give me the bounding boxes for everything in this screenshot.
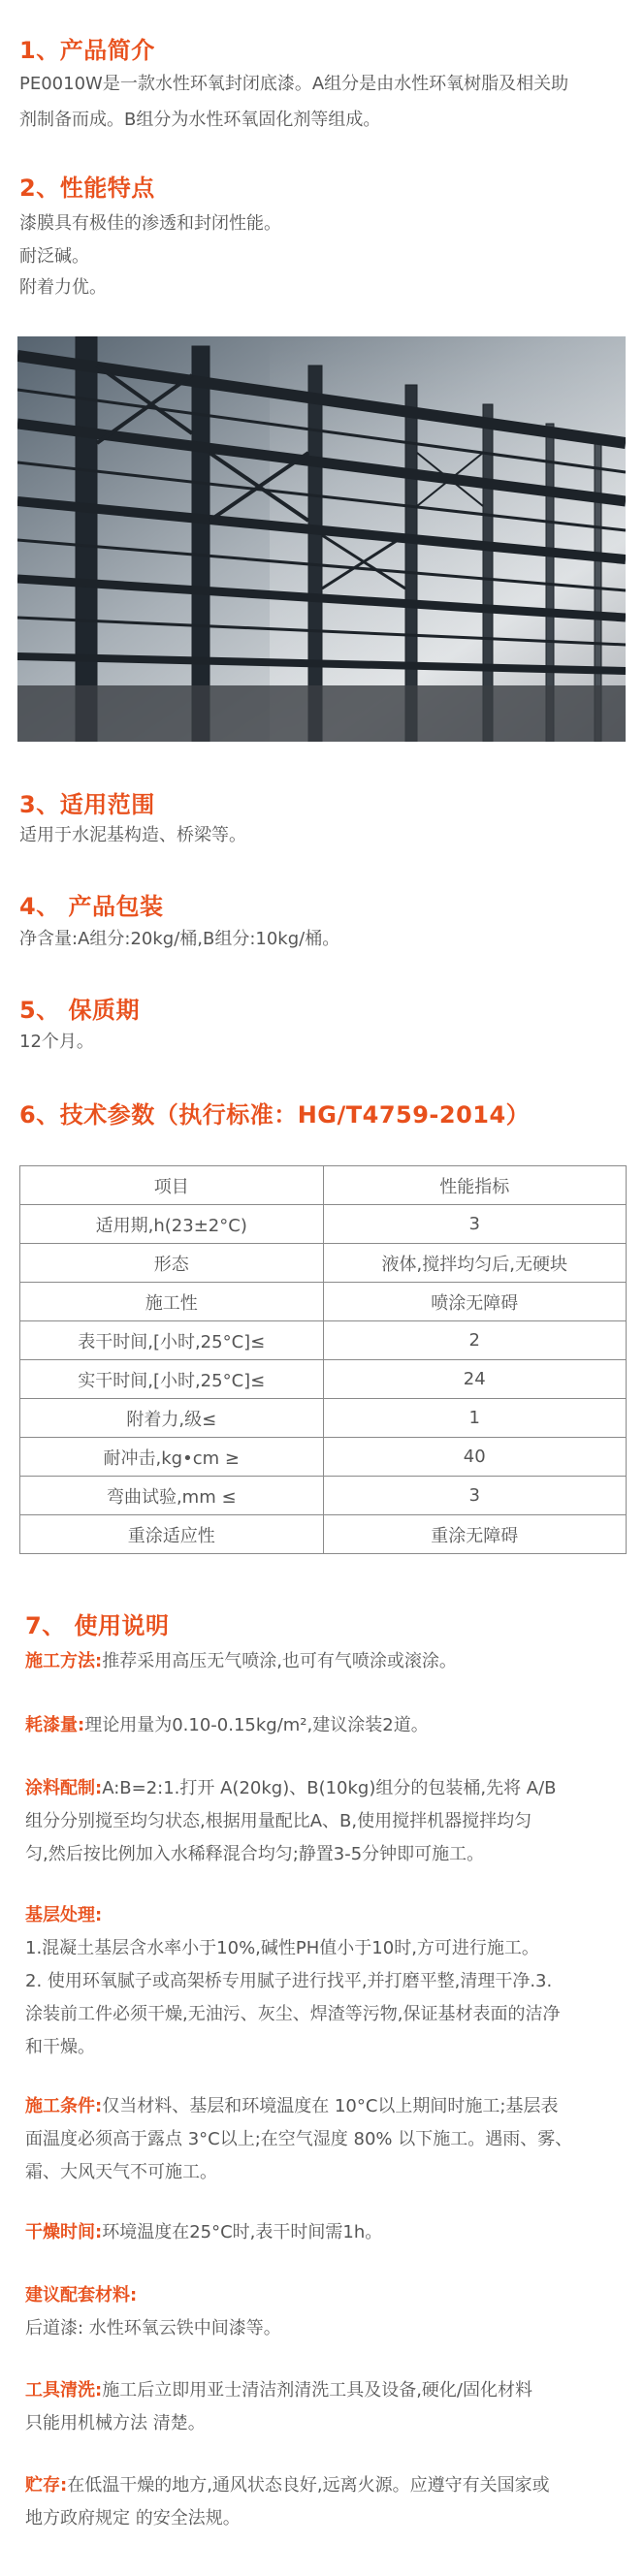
steel-structure-photo bbox=[17, 336, 626, 742]
usage-mixing bbox=[25, 1772, 623, 1871]
table-cell-value: 喷涂无障碍 bbox=[323, 1283, 627, 1321]
feature-line-2: 耐泛碱。 bbox=[19, 246, 89, 267]
table-cell-item: 重涂适应性 bbox=[20, 1515, 324, 1554]
table-row bbox=[20, 1283, 627, 1321]
table-cell-item: 耐冲击,kg•cm ≥ bbox=[20, 1438, 324, 1477]
table-row bbox=[20, 1244, 627, 1283]
table-cell-value: 3 bbox=[323, 1205, 627, 1244]
shelf-life-heading: 5、 保质期 bbox=[19, 997, 141, 1024]
usage-method bbox=[25, 1645, 623, 1678]
usage-system-label: 建议配套材料: bbox=[25, 2285, 138, 2306]
table-cell-value: 1 bbox=[323, 1399, 627, 1438]
usage-drying-text: 环境温度在25°C时,表干时间需1h。 bbox=[102, 2222, 383, 2242]
table-row bbox=[20, 1477, 627, 1515]
table-cell-value: 液体,搅拌均匀后,无硬块 bbox=[323, 1244, 627, 1283]
usage-conditions-line-2: 面温度必须高于露点 3°C以上;在空气湿度 80% 以下施工。遇雨、雾、 bbox=[25, 2129, 573, 2149]
steel-frame-illustration bbox=[17, 336, 626, 742]
usage-system bbox=[25, 2279, 623, 2345]
table-cell-value: 重涂无障碍 bbox=[323, 1515, 627, 1554]
features-heading: 2、性能特点 bbox=[19, 175, 155, 202]
usage-drying bbox=[25, 2216, 623, 2249]
usage-substrate-line-1: 1.混凝土基层含水率小于10%,碱性PH值小于10时,方可进行施工。 bbox=[25, 1938, 539, 1958]
table-row bbox=[20, 1360, 627, 1399]
intro-line-1: PE0010W是一款水性环氧封闭底漆。A组分是由水性环氧树脂及相关助 bbox=[19, 74, 569, 94]
table-row bbox=[20, 1515, 627, 1554]
table-row bbox=[20, 1399, 627, 1438]
intro-heading: 1、产品简介 bbox=[19, 37, 155, 64]
table-cell-item: 弯曲试验,mm ≤ bbox=[20, 1477, 324, 1515]
table-cell-item: 施工性 bbox=[20, 1283, 324, 1321]
packaging-text: 净含量:A组分:20kg/桶,B组分:10kg/桶。 bbox=[19, 929, 340, 949]
table-header-row bbox=[20, 1166, 627, 1205]
usage-cleaning bbox=[25, 2374, 623, 2440]
shelf-life-text: 12个月。 bbox=[19, 1032, 94, 1052]
packaging-heading: 4、 产品包装 bbox=[19, 893, 164, 920]
usage-consumption bbox=[25, 1709, 623, 1742]
table-cell-value: 3 bbox=[323, 1477, 627, 1515]
usage-storage-label: 贮存: bbox=[25, 2475, 68, 2496]
feature-line-3: 附着力优。 bbox=[19, 277, 107, 298]
table-cell-item: 适用期,h(23±2°C) bbox=[20, 1205, 324, 1244]
table-cell-item: 实干时间,[小时,25°C]≤ bbox=[20, 1360, 324, 1399]
usage-system-text: 后道漆: 水性环氧云铁中间漆等。 bbox=[25, 2318, 281, 2338]
scope-text: 适用于水泥基构造、桥梁等。 bbox=[19, 825, 246, 845]
usage-substrate bbox=[25, 1899, 623, 2064]
scope-heading: 3、适用范围 bbox=[19, 791, 155, 818]
table-cell-value: 2 bbox=[323, 1321, 627, 1360]
usage-consumption-label: 耗漆量: bbox=[25, 1715, 85, 1735]
usage-cleaning-line-2: 只能用机械方法 清楚。 bbox=[25, 2413, 206, 2433]
usage-mixing-line-1: A:B=2:1.打开 A(20kg)、B(10kg)组分的包装桶,先将 A/B bbox=[102, 1778, 557, 1798]
table-cell-value: 24 bbox=[323, 1360, 627, 1399]
usage-method-text: 推荐采用高压无气喷涂,也可有气喷涂或滚涂。 bbox=[102, 1651, 457, 1671]
usage-substrate-line-3: 涂装前工件必须干燥,无油污、灰尘、焊渣等污物,保证基材表面的洁净 bbox=[25, 2004, 561, 2024]
table-row bbox=[20, 1205, 627, 1244]
usage-heading: 7、 使用说明 bbox=[25, 1612, 170, 1639]
usage-conditions-line-1: 仅当材料、基层和环境温度在 10°C以上期间时施工;基层表 bbox=[102, 2096, 559, 2116]
table-header-value: 性能指标 bbox=[323, 1166, 627, 1205]
table-cell-item: 形态 bbox=[20, 1244, 324, 1283]
table-header-item: 项目 bbox=[20, 1166, 324, 1205]
usage-mixing-line-2: 组分分别搅至均匀状态,根据用量配比A、B,使用搅拌机器搅拌均匀 bbox=[25, 1811, 532, 1831]
usage-substrate-line-2: 2. 使用环氧腻子或高架桥专用腻子进行找平,并打磨平整,清理干净.3. bbox=[25, 1971, 553, 1991]
usage-storage-line-1: 在低温干燥的地方,通风状态良好,远离火源。应遵守有关国家或 bbox=[67, 2475, 550, 2496]
feature-line-1: 漆膜具有极佳的渗透和封闭性能。 bbox=[19, 213, 281, 234]
intro-line-2: 剂制备而成。B组分为水性环氧固化剂等组成。 bbox=[19, 110, 381, 130]
usage-storage bbox=[25, 2469, 623, 2535]
table-cell-item: 附着力,级≤ bbox=[20, 1399, 324, 1438]
usage-conditions bbox=[25, 2090, 623, 2189]
usage-mixing-label: 涂料配制: bbox=[25, 1778, 103, 1798]
tech-params-table bbox=[19, 1165, 627, 1554]
usage-conditions-line-3: 霜、大风天气不可施工。 bbox=[25, 2162, 217, 2182]
usage-conditions-label: 施工条件: bbox=[25, 2096, 103, 2116]
table-cell-item: 表干时间,[小时,25°C]≤ bbox=[20, 1321, 324, 1360]
usage-substrate-line-4: 和干燥。 bbox=[25, 2037, 95, 2057]
usage-method-label: 施工方法: bbox=[25, 1651, 103, 1671]
usage-substrate-label: 基层处理: bbox=[25, 1905, 103, 1925]
table-row bbox=[20, 1321, 627, 1360]
usage-drying-label: 干燥时间: bbox=[25, 2222, 103, 2242]
usage-storage-line-2: 地方政府规定 的安全法规。 bbox=[25, 2508, 241, 2528]
usage-consumption-text: 理论用量为0.10-0.15kg/m²,建议涂装2道。 bbox=[84, 1715, 429, 1735]
usage-cleaning-line-1: 施工后立即用亚士清洁剂清洗工具及设备,硬化/固化材料 bbox=[102, 2380, 532, 2401]
table-cell-value: 40 bbox=[323, 1438, 627, 1477]
tech-params-heading: 6、技术参数（执行标准：HG/T4759-2014） bbox=[19, 1101, 531, 1129]
usage-cleaning-label: 工具清洗: bbox=[25, 2380, 103, 2401]
usage-mixing-line-3: 匀,然后按比例加入水稀释混合均匀;静置3-5分钟即可施工。 bbox=[25, 1844, 485, 1864]
table-row bbox=[20, 1438, 627, 1477]
